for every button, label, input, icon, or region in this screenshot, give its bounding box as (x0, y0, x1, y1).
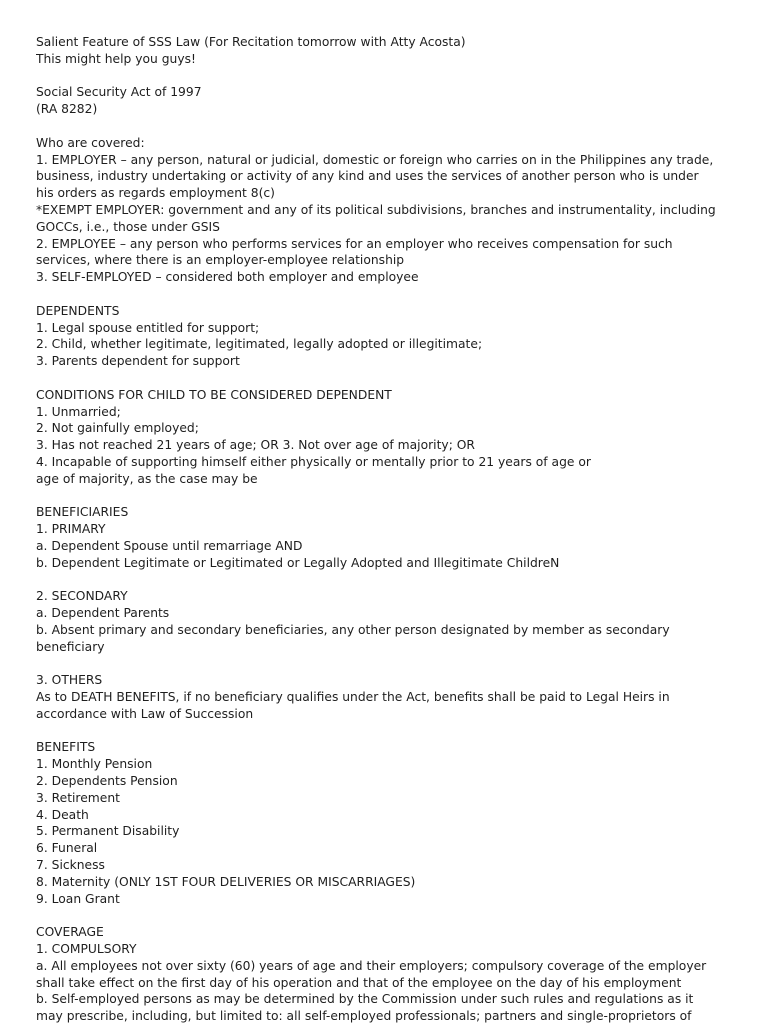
text-line: 1. PRIMARY (36, 522, 106, 537)
text-line: 2. EMPLOYEE – any person who performs services for an employer who receives compensation for such (36, 236, 673, 251)
text-line: DEPENDENTS (36, 303, 120, 318)
text-line: 2. Not gainfully employed; (36, 421, 199, 436)
text-line: business, industry undertaking or activity of any kind and uses the services of another person who is under (36, 169, 699, 184)
text-line: a. Dependent Spouse until remarriage AND (36, 538, 303, 553)
text-line: 3. Parents dependent for support (36, 354, 240, 369)
text-line: a. Dependent Parents (36, 606, 170, 621)
text-line: beneficiary (36, 639, 105, 654)
text-line: Salient Feature of SSS Law (For Recitation tomorrow with Atty Acosta) (36, 35, 466, 49)
text-line: 1. Legal spouse entitled for support; (36, 320, 260, 335)
text-line: age of majority, as the case may be (36, 471, 258, 486)
text-line: 2. SECONDARY (36, 589, 128, 604)
text-line: may prescribe, including, but limited to: all self-employed professionals; partners and single-proprietors of (36, 1009, 692, 1024)
text-line: (RA 8282) (36, 102, 98, 117)
text-line: 1. COMPULSORY (36, 942, 137, 957)
text-line: BENEFICIARIES (36, 505, 129, 520)
text-line: his orders as regards employment 8(c) (36, 186, 275, 201)
blank-line (36, 572, 744, 589)
text-line: 4. Death (36, 807, 89, 822)
blank-line (36, 907, 744, 924)
blank-line (36, 118, 744, 135)
text-line: 4. Incapable of supporting himself either physically or mentally prior to 21 years of age or (36, 454, 591, 469)
text-line: 3. SELF-EMPLOYED – considered both employer and employee (36, 270, 419, 285)
text-line: 1. Unmarried; (36, 404, 121, 419)
text-line: accordance with Law of Succession (36, 706, 254, 721)
text-line: BENEFITS (36, 740, 96, 755)
text-line: 7. Sickness (36, 858, 105, 873)
blank-line (36, 68, 744, 85)
text-line: GOCCs, i.e., those under GSIS (36, 219, 220, 234)
text-line: 9. Loan Grant (36, 891, 120, 906)
text-line: 3. Has not reached 21 years of age; OR 3. Not over age of majority; OR (36, 438, 475, 453)
text-line: Social Security Act of 1997 (36, 85, 202, 100)
text-line: This might help you guys! (36, 51, 196, 66)
blank-line (36, 286, 744, 303)
text-line: 2. Child, whether legitimate, legitimated, legally adopted or illegitimate; (36, 337, 483, 352)
text-line: 8. Maternity (ONLY 1ST FOUR DELIVERIES OR MISCARRIAGES) (36, 874, 416, 889)
text-line: 6. Funeral (36, 841, 98, 856)
text-line: a. All employees not over sixty (60) years of age and their employers; compulsory coverage of the employer (36, 958, 707, 973)
text-line: 2. Dependents Pension (36, 774, 178, 789)
text-line: 5. Permanent Disability (36, 824, 180, 839)
text-line: COVERAGE (36, 925, 104, 940)
text-line: *EXEMPT EMPLOYER: government and any of its political subdivisions, branches and instrumentality, including (36, 202, 716, 217)
text-line: b. Dependent Legitimate or Legitimated or Legally Adopted and Illegitimate ChildreN (36, 555, 560, 570)
text-line: 1. Monthly Pension (36, 757, 153, 772)
blank-line (36, 655, 744, 672)
document-body (36, 34, 744, 1025)
blank-line (36, 723, 744, 740)
text-line: 3. OTHERS (36, 673, 103, 688)
blank-line (36, 488, 744, 505)
text-line: As to DEATH BENEFITS, if no beneficiary qualifies under the Act, benefits shall be paid to Legal Heirs in (36, 690, 670, 705)
text-line: b. Self-employed persons as may be determined by the Commission under such rules and regulations as it (36, 992, 694, 1007)
text-line: shall take effect on the first day of his operation and that of the employee on the day of his employment (36, 975, 682, 990)
text-line: services, where there is an employer-employee relationship (36, 253, 405, 268)
text-line: 3. Retirement (36, 790, 120, 805)
text-line: b. Absent primary and secondary beneficiaries, any other person designated by member as secondary (36, 622, 670, 637)
text-line: CONDITIONS FOR CHILD TO BE CONSIDERED DEPENDENT (36, 387, 392, 402)
text-line: Who are covered: (36, 135, 145, 150)
blank-line (36, 370, 744, 387)
text-line: 1. EMPLOYER – any person, natural or judicial, domestic or foreign who carries on in the Philippines any trade, (36, 152, 714, 167)
